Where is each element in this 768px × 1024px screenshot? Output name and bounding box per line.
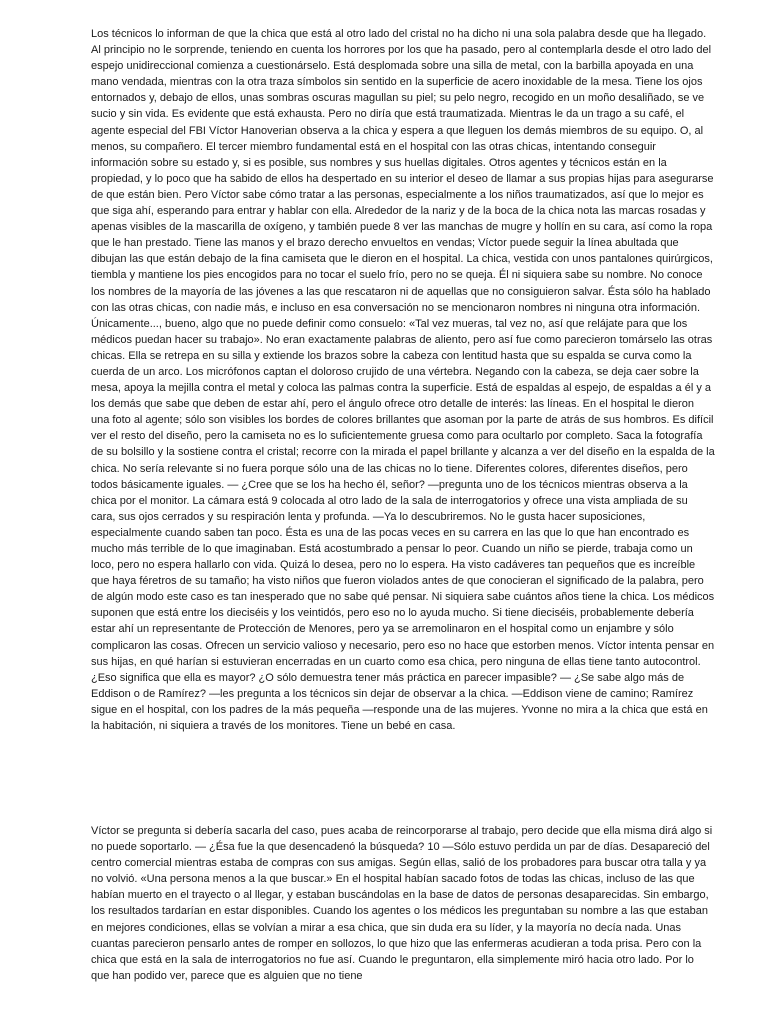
body-paragraph-2: Víctor se pregunta si debería sacarla del caso, pues acaba de reincorporarse al trabajo, pero decide que ella misma dirá algo si no puede soportarlo. — ¿Ésa fue la que desencadenó la búsqueda? 10 —Sólo estuvo perdida un par de días. Desapareció del centro comercial mientras estaba de compras con sus amigas. Según ellas, salió de los probadores para buscar otra talla y ya no volvió. «Una persona menos a la que buscar.» En el hospital habían sacado fotos de todas las chicas, incluso de las que habían muerto en el trayecto o al llegar, y estaban buscándolas en la base de datos de personas desaparecidas. Sin embargo, los resultados tardarían en estar disponibles. Cuando los agentes o los médicos les preguntaban su nombre a las que estaban en mejores condiciones, ellas se volvían a mirar a esa chica, que sin duda era su líder, y la mayoría no decía nada. Unas cuantas parecieron pensarlo antes de romper en sollozos, lo que hizo que las enfermeras acudieran a toda prisa. Pero con la chica que está en la sala de interrogatorios no fue así. Cuando le preguntaron, ella simplemente miró hacia otro lado. Por lo que han podido ver, parece que es alguien que no tiene: [91, 825, 713, 982]
body-paragraph-1: Los técnicos lo informan de que la chica que está al otro lado del cristal no ha dicho ni una sola palabra desde que ha llegado. Al principio no le sorprende, teniendo en cuenta los horrores por los que ha pasado, pero al contemplarla desde el otro lado del espejo unidireccional comienza a cuestionárselo. Está desplomada sobre una silla de metal, con la barbilla apoyada en una mano vendada, mientras con la otra traza símbolos sin sentido en la superficie de acero inoxidable de la mesa. Tiene los ojos entornados y, debajo de ellos, unas sombras oscuras magullan su piel; su pelo negro, recogido en un moño desaliñado, se ve sucio y sin vida. Es evidente que está exhausta. Pero no diría que está traumatizada. Mientras le da un trago a su café, el agente especial del FBI Víctor Hanoverian observa a la chica y espera a que lleguen los demás miembros de su equipo. O, al menos, su compañero. El tercer miembro fundamental está en el hospital con las otras chicas, intentando conseguir información sobre su estado y, si es posible, sus nombres y sus huellas digitales. Otros agentes y técnicos están en la propiedad, y lo poco que ha sabido de ellos ha despertado en su interior el deseo de llamar a sus propias hijas para asegurarse de que están bien. Pero Víctor sabe cómo tratar a las personas, especialmente a los niños traumatizados, así que lo mejor es que siga ahí, esperando para entrar y hablar con ella. Alrededor de la nariz y de la boca de la chica nota las marcas rosadas y apenas visibles de la mascarilla de oxígeno, y también puede 8 ver las manchas de mugre y hollín en su cara, así como la ropa que le han prestado. Tiene las manos y el brazo derecho envueltos en vendas; Víctor puede seguir la línea abultada que dibujan las que están debajo de la fina camiseta que le dieron en el hospital. La chica, vestida con unos pantalones quirúrgicos, tiembla y mantiene los pies encogidos para no tocar el suelo frío, pero no se queja. Él ni siquiera sabe su nombre. No conoce los nombres de la mayoría de las jóvenes a las que rescataron ni de aquellas que no consiguieron salvar. Ésta sólo ha hablado con las otras chicas, con nadie más, e incluso en esa conversación no se mencionaron nombres ni ninguna otra información. Únicamente..., bueno, algo que no puede definir como consuelo: «Tal vez mueras, tal vez no, así que relájate para que los médicos puedan hacer su trabajo». No eran exactamente palabras de aliento, pero así fue como parecieron tomárselo las otras chicas. Ella se retrepa en su silla y extiende los brazos sobre la cabeza con lentitud hasta que su espalda se curva como la cuerda de un arco. Los micrófonos captan el doloroso crujido de una vértebra. Negando con la cabeza, se deja caer sobre la mesa, apoya la mejilla contra el metal y coloca las palmas contra la superficie. Está de espaldas al espejo, de espaldas a él y a los demás que sabe que deben de estar ahí, pero el ángulo ofrece otro detalle de interés: las líneas. En el hospital le dieron una foto al agente; sólo son visibles los bordes de colores brillantes que asoman por la parte de atrás de sus hombros. Es difícil ver el resto del diseño, pero la camiseta no es lo suficientemente gruesa como para ocultarlo por completo. Saca la fotografía de su bolsillo y la sostiene contra el cristal; recorre con la mirada el papel brillante y alcanza a ver del diseño en la espalda de la chica. No sería relevante si no fuera porque sólo una de las chicas no lo tiene. Diferentes colores, diferentes diseños, pero todos básicamente iguales. — ¿Cree que se los ha hecho él, señor? —pregunta uno de los técnicos mientras observa a la chica por el monitor. La cámara está 9 colocada al otro lado de la sala de interrogatorios y ofrece una vista ampliada de su cara, sus ojos cerrados y su respiración lenta y profunda. —Ya lo descubriremos. No le gusta hacer suposiciones, especialmente cuando saben tan poco. Ésta es una de las pocas veces en su carrera en las que lo que han encontrado es mucho más terrible de lo que imaginaban. Está acostumbrado a pensar lo peor. Cuando un niño se pierde, trabaja como un loco, pero no espera hallarlo con vida. Quizá lo desea, pero no lo espera. Ha visto cadáveres tan pequeños que es increíble que haya féretros de su tamaño; ha visto niños que fueron violados antes de que conocieran el significado de la palabra, pero de algún modo este caso es tan inesperado que no sabe qué pensar. Ni siquiera sabe cuántos años tiene la chica. Los médicos suponen que está entre los dieciséis y los veintidós, pero eso no lo ayuda mucho. Si tiene dieciséis, probablemente debería estar ahí un representante de Protección de Menores, pero ya se arremolinaron en el hospital como un enjambre y sólo complicaron las cosas. Ofrecen un servicio valioso y necesario, pero eso no hace que estorben menos. Víctor intenta pensar en sus hijas, en qué harían si estuvieran encerradas en un cuarto como esa chica, pero ninguna de ellas tiene tanto autocontrol. ¿Eso significa que ella es mayor? ¿O sólo demuestra tener más práctica en parecer impasible? — ¿Se sabe algo más de Eddison o de Ramírez? —les pregunta a los técnicos sin dejar de observar a la chica. —Eddison viene de camino; Ramírez sigue en el hospital, con los padres de la más pequeña —responde una de las mujeres. Yvonne no mira a la chica que está en la habitación, ni siquiera a través de los monitores. Tiene un bebé en casa.: [91, 28, 715, 733]
